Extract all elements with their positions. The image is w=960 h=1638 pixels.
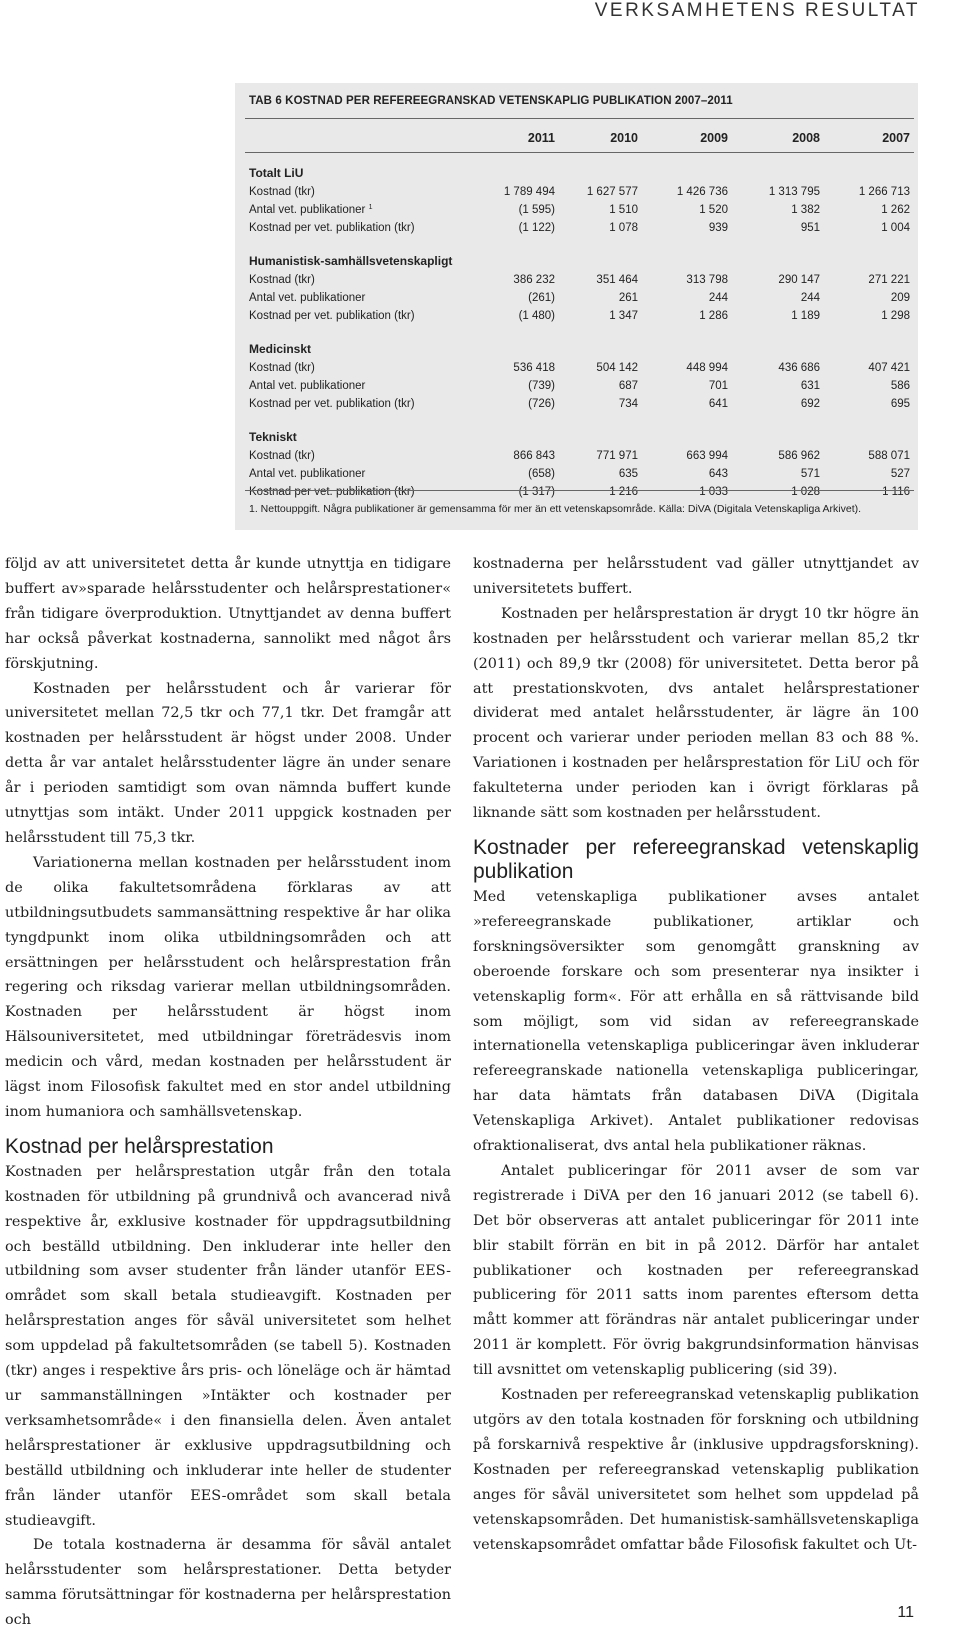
table-cell: 734 <box>618 398 638 410</box>
table-title: TAB 6 KOSTNAD PER REFEREEGRANSKAD VETENSKAPLIG PUBLIKATION 2007–2011 <box>249 95 733 107</box>
table-cell: 527 <box>890 468 910 480</box>
table-cell: 244 <box>708 292 728 304</box>
table-row <box>235 398 918 414</box>
table-row <box>235 450 918 466</box>
table-row <box>235 362 918 378</box>
body-paragraph: Kostnaden per helårsprestation är drygt 10 tkr högre än kostnaden per helårsstudent och varierar mellan 85,2 tkr (2011) och 89,9 tkr (2008) för universitetet. Detta beror på att prestationskvoten, dvs antalet helårsprestationer dividerat med antalet helårsstudenter, är lägre än 100 procent och varierar under perioden mellan 83 och 88 %. Variationen i kostnaden per helårsprestation för LiU och för fakulteterna under perioden kan i övrigt förklaras på liknande sätt som kostnaden per helårsstudent. <box>473 605 919 822</box>
table-cell: 1 789 494 <box>503 186 555 198</box>
table-cell: 1 266 713 <box>858 186 910 198</box>
body-paragraph: Antalet publiceringar för 2011 avser de som var registrerade i DiVA per den 16 januari 2012 (se tabell 6). Det bör observeras att antalet publiceringar för 2011 inte blir stabilt förrän en bit in på 2012. Därför har antalet publikationer och kostnaden per refereegranskad publicering för 2011 satts inom parentes eftersom detta mått kommer att förändras när antalet publiceringar under 2011 är komplett. För övrig bakgrundsinformation hänvisas till avsnittet om vetenskaplig publicering (sid 39). <box>473 1162 919 1379</box>
table-cell: 1 298 <box>881 310 910 322</box>
table-cell: 586 <box>890 380 910 392</box>
row-label-text: Antal vet. publikationer <box>249 380 366 392</box>
table-cell: 1 216 <box>609 486 638 498</box>
table-cell: 866 843 <box>513 450 555 462</box>
table-cell: 1 627 577 <box>586 186 638 198</box>
table-cell: 1 028 <box>791 486 820 498</box>
table-cell: 663 994 <box>686 450 728 462</box>
footnote-marker: 1 <box>368 204 373 211</box>
table-cell: 436 686 <box>778 362 820 374</box>
table-cell: 951 <box>800 222 820 234</box>
right-column <box>473 552 919 1557</box>
row-label <box>249 222 415 234</box>
table-cell: 1 313 795 <box>768 186 820 198</box>
row-label-text: Antal vet. publikationer <box>249 468 366 480</box>
body-paragraph: följd av att universitetet detta år kunde utnyttja en tidigare buffert av»sparade helårsstudenter och helårsprestationer« från tidigare överproduktion. Utnyttjandet av denna buffert har också påverkat kostnaderna, sannolikt med något års förskjutning. <box>5 556 451 672</box>
row-label-text: Antal vet. publikationer <box>249 204 366 216</box>
table-cell: 692 <box>800 398 820 410</box>
table-cell: 643 <box>708 468 728 480</box>
row-label <box>249 398 415 410</box>
table-cell: 1 426 736 <box>676 186 728 198</box>
body-paragraph: Kostnaden per helårsprestation utgår från den totala kostnaden för utbildning på grundnivå och avancerad nivå respektive år, exklusive kostnader för uppdragsutbildning och beställd utbildning. Den inkluderar inte heller den utbildning som avser studenter från länder utanför EES-området som skall betala studieavgift. Kostnaden per helårsprestation anges för såväl universitetet som helhet som uppdelad på fakultetsområden (se tabell 5). Kostnaden (tkr) anges i respektive års pris- och löneläge och är hämtad ur sammanställningen »Intäkter och kostnader per verksamhetsområde« i den finansiella delen. Även antalet helårsprestationer är exklusive uppdragsutbildning och beställd utbildning och inkluderar inte heller de studenter från länder utanför EES-området som skall betala studieavgift. <box>5 1163 451 1529</box>
group-heading: Totalt LiU <box>249 166 304 180</box>
table-cell: 504 142 <box>596 362 638 374</box>
row-label-text: Kostnad (tkr) <box>249 274 315 286</box>
body-paragraph: Kostnaden per refereegranskad vetenskaplig publikation utgörs av den totala kostnaden för forskning och utbildning på forskarnivå respektive år (inklusive uppdragsforskning). Kostnaden per refereegranskad vetenskaplig publikation anges för såväl universitetet som helhet som uppdelad på vetenskapsområden. Det humanistisk-samhällsvetenskapliga vetenskapsområdet omfattar både Filosofisk fakultet och Ut- <box>473 1387 919 1553</box>
table-cell: 271 221 <box>868 274 910 286</box>
row-label-text: Kostnad (tkr) <box>249 450 315 462</box>
table-cell: 290 147 <box>778 274 820 286</box>
row-label <box>249 486 415 498</box>
table-row <box>235 204 918 220</box>
table-cell: 1 189 <box>791 310 820 322</box>
body-paragraph: De totala kostnaderna är desamma för såväl antalet helårsstudenter som helårsprestationer. Detta betyder samma förutsättningar för kostnaderna per helårsprestation och <box>5 1537 451 1629</box>
table-cell: 1 382 <box>791 204 820 216</box>
table-row <box>235 486 918 502</box>
table-cell: 1 116 <box>882 486 910 498</box>
year-header: 2007 <box>882 131 910 145</box>
table-cell: (658) <box>528 468 555 480</box>
table-cell: 407 421 <box>868 362 910 374</box>
table-row <box>235 310 918 326</box>
row-label-text: Kostnad per vet. publikation (tkr) <box>249 310 415 322</box>
table-cell: 1 078 <box>609 222 638 234</box>
row-label <box>249 380 365 392</box>
table-cell: 1 347 <box>609 310 638 322</box>
table-foot-rule <box>245 490 914 491</box>
table-cell: (726) <box>528 398 555 410</box>
row-label <box>249 292 365 304</box>
header-rule <box>245 152 914 153</box>
table-cell: 261 <box>618 292 638 304</box>
section-heading: Kostnader per refereegranskad vetenskaplig publikation <box>473 835 919 883</box>
table-cell: (1 122) <box>518 222 555 234</box>
table-cell: 1 510 <box>609 204 638 216</box>
table-cell: 631 <box>800 380 820 392</box>
left-column <box>5 552 451 1633</box>
group-heading: Humanistisk-samhällsvetenskapligt <box>249 254 453 268</box>
row-label <box>249 186 315 198</box>
year-header: 2011 <box>527 131 555 145</box>
group-heading: Tekniskt <box>249 430 297 444</box>
table-cell: 687 <box>618 380 638 392</box>
table-cell: 695 <box>890 398 910 410</box>
year-header: 2010 <box>610 131 638 145</box>
table-cell: 448 994 <box>686 362 728 374</box>
table-cell: 536 418 <box>513 362 555 374</box>
row-label <box>249 274 315 286</box>
table-cell: 701 <box>708 380 728 392</box>
running-header: VERKSAMHETENS RESULTAT <box>594 0 920 21</box>
cost-table <box>235 83 918 530</box>
table-cell: 1 262 <box>881 204 910 216</box>
table-title-rule <box>245 118 914 119</box>
table-cell: (1 595) <box>518 204 555 216</box>
table-cell: 641 <box>708 398 728 410</box>
year-header: 2008 <box>792 131 820 145</box>
row-label-text: Kostnad (tkr) <box>249 362 315 374</box>
table-cell: (739) <box>528 380 555 392</box>
table-footnote: 1. Nettouppgift. Några publikationer är gemensamma för mer än ett vetenskapsområde. Källa: DiVA (Digitala Vetenskapliga Arkivet). <box>249 503 862 515</box>
table-cell: 771 971 <box>596 450 638 462</box>
table-cell: 1 004 <box>881 222 910 234</box>
row-label <box>249 468 365 480</box>
page-number: 11 <box>897 1604 914 1621</box>
table-row <box>235 292 918 308</box>
table-cell: 571 <box>800 468 820 480</box>
row-label-text: Kostnad per vet. publikation (tkr) <box>249 222 415 234</box>
table-row <box>235 274 918 290</box>
row-label-text: Antal vet. publikationer <box>249 292 366 304</box>
body-paragraph: Kostnaden per helårsstudent och år varierar för universitetet mellan 72,5 tkr och 77,1 tkr. Det framgår att kostnaden per helårsstudent är högst under 2008. Under detta år var antalet helårsstudenter lägre än under senare år i perioden samtidigt som ovan nämnda buffert kunde utnyttjas som intäkt. Under 2011 uppgick kostnaden per helårsstudent till 75,3 tkr. <box>5 680 451 846</box>
table-row <box>235 186 918 202</box>
body-paragraph: kostnaderna per helårsstudent vad gäller utnyttjandet av universitetets buffert. <box>473 556 919 597</box>
group-heading: Medicinskt <box>249 342 312 356</box>
table-row <box>235 380 918 396</box>
table-cell: 635 <box>618 468 638 480</box>
table-cell: 586 962 <box>778 450 820 462</box>
row-label <box>249 362 315 374</box>
row-label <box>249 450 315 462</box>
table-cell: 1 286 <box>699 310 728 322</box>
table-cell: 386 232 <box>513 274 555 286</box>
row-label-text: Kostnad (tkr) <box>249 186 315 198</box>
table-row <box>235 468 918 484</box>
row-label <box>249 204 372 216</box>
year-header: 2009 <box>700 131 728 145</box>
table-cell: 209 <box>890 292 910 304</box>
table-cell: (1 317) <box>518 486 555 498</box>
row-label <box>249 310 415 322</box>
table-cell: 351 464 <box>596 274 638 286</box>
table-row <box>235 222 918 238</box>
table-cell: 1 520 <box>699 204 728 216</box>
table-cell: 313 798 <box>686 274 728 286</box>
row-label-text: Kostnad per vet. publikation (tkr) <box>249 398 415 410</box>
year-header-row <box>235 131 918 149</box>
body-paragraph: Med vetenskapliga publikationer avses antalet »refereegranskade publikationer, artiklar och forskningsöversikter som genomgått granskning av oberoende forskare och som presenterar nya insikter i vetenskaplig form«. För att erhålla en så rättvisande bild som möjligt, som vid sidan av refereegranskade internationella vetenskapliga publiceringar även inkluderar refereegranskade nationella vetenskapliga publiceringar, har data hämtats från databasen DiVA (Digitala Vetenskapliga Arkivet). Antalet publikationer redovisas ofraktionaliserat, dvs antal hela publikationer räknas. <box>473 888 919 1155</box>
table-cell: (261) <box>528 292 555 304</box>
row-label-text: Kostnad per vet. publikation (tkr) <box>249 486 415 498</box>
body-paragraph: Variationerna mellan kostnaden per helårsstudent inom de olika fakultetsområdena förklaras av att utbildningsutbudets sammansättning respektive år har olika tyngdpunkt inom olika utbildningsområden och att ersättningen per helårsstudent och helårsprestation från regering och riksdag varierar mellan utbildningsområden. Kostnaden per helårsstudent är högst inom Hälsouniversitetet, med utbildningar företrädesvis inom medicin och vård, medan kostnaden per helårsstudent är lägst inom Filosofisk fakultet med en stor andel utbildning inom humaniora och samhällsvetenskap. <box>5 854 451 1120</box>
table-cell: 939 <box>708 222 728 234</box>
table-cell: 588 071 <box>868 450 910 462</box>
table-cell: 1 033 <box>699 486 728 498</box>
table-cell: (1 480) <box>518 310 555 322</box>
section-heading: Kostnad per helårsprestation <box>5 1134 274 1158</box>
table-cell: 244 <box>800 292 820 304</box>
